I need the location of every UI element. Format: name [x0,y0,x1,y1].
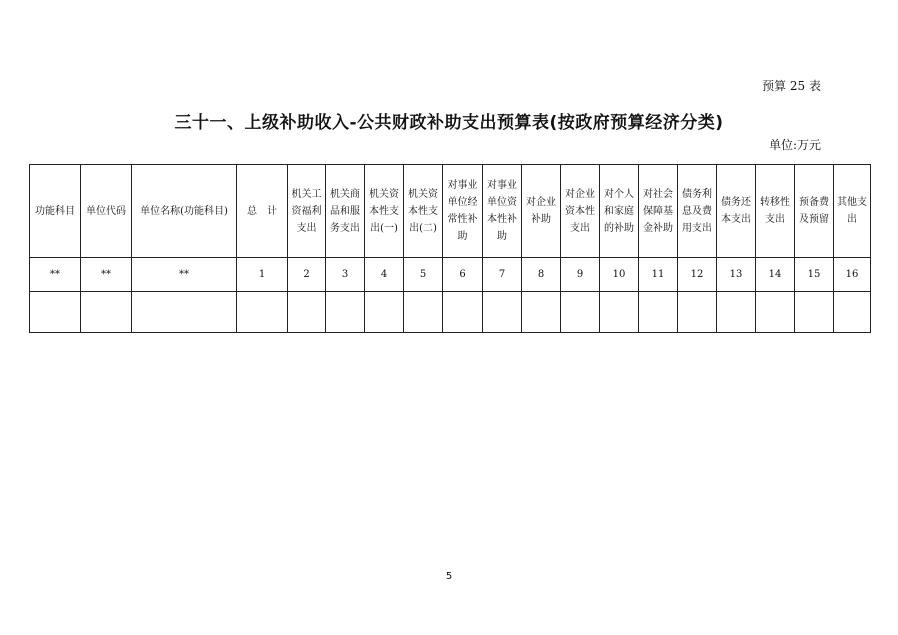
empty-data-row [30,292,871,333]
column-header: 对个人和家庭的补助 [600,165,639,258]
column-header: 功能科目 [30,165,81,258]
index-cell: 10 [600,258,639,292]
header-row [30,165,871,258]
index-cell: 5 [404,258,443,292]
column-header: 其他支出 [834,165,871,258]
index-cell: 15 [795,258,834,292]
column-header: 总 计 [237,165,288,258]
empty-cell [81,292,132,333]
empty-cell [288,292,326,333]
empty-cell [522,292,561,333]
empty-cell [30,292,81,333]
index-cell: 3 [326,258,365,292]
empty-cell [795,292,834,333]
column-header: 单位名称(功能科目) [132,165,237,258]
column-header: 转移性支出 [756,165,795,258]
column-header: 机关工资福利支出 [288,165,326,258]
column-header: 债务还本支出 [717,165,756,258]
index-cell: ** [132,258,237,292]
index-cell: 9 [561,258,600,292]
index-cell: 6 [443,258,483,292]
column-header: 对事业单位资本性补助 [483,165,522,258]
index-cell: 14 [756,258,795,292]
column-header: 机关商品和服务支出 [326,165,365,258]
column-header: 对社会保障基金补助 [639,165,678,258]
empty-cell [600,292,639,333]
index-cell: 2 [288,258,326,292]
index-cell: 7 [483,258,522,292]
index-cell: 13 [717,258,756,292]
empty-cell [834,292,871,333]
empty-cell [404,292,443,333]
empty-cell [132,292,237,333]
unit-label: 单位:万元 [768,138,821,152]
column-header: 债务利息及费用支出 [678,165,717,258]
empty-cell [678,292,717,333]
column-header: 机关资本性支出(二) [404,165,443,258]
page-title: 三十一、上级补助收入-公共财政补助支出预算表(按政府预算经济分类) [174,113,724,133]
empty-cell [756,292,795,333]
index-cell: ** [81,258,132,292]
empty-cell [717,292,756,333]
empty-cell [561,292,600,333]
empty-cell [483,292,522,333]
empty-cell [326,292,365,333]
empty-cell [365,292,404,333]
column-header: 对企业补助 [522,165,561,258]
column-header: 对企业资本性支出 [561,165,600,258]
empty-cell [639,292,678,333]
table-number: 预算 25 表 [762,79,821,93]
column-header: 对事业单位经常性补助 [443,165,483,258]
empty-cell [237,292,288,333]
page-number: 5 [445,571,453,582]
index-cell: 11 [639,258,678,292]
column-header: 机关资本性支出(一) [365,165,404,258]
column-header: 单位代码 [81,165,132,258]
index-cell: 1 [237,258,288,292]
budget-table [29,164,871,333]
empty-cell [443,292,483,333]
index-cell: 12 [678,258,717,292]
index-cell: 4 [365,258,404,292]
index-row [30,258,871,292]
index-cell: 16 [834,258,871,292]
column-header: 预备费及预留 [795,165,834,258]
index-cell: ** [30,258,81,292]
index-cell: 8 [522,258,561,292]
